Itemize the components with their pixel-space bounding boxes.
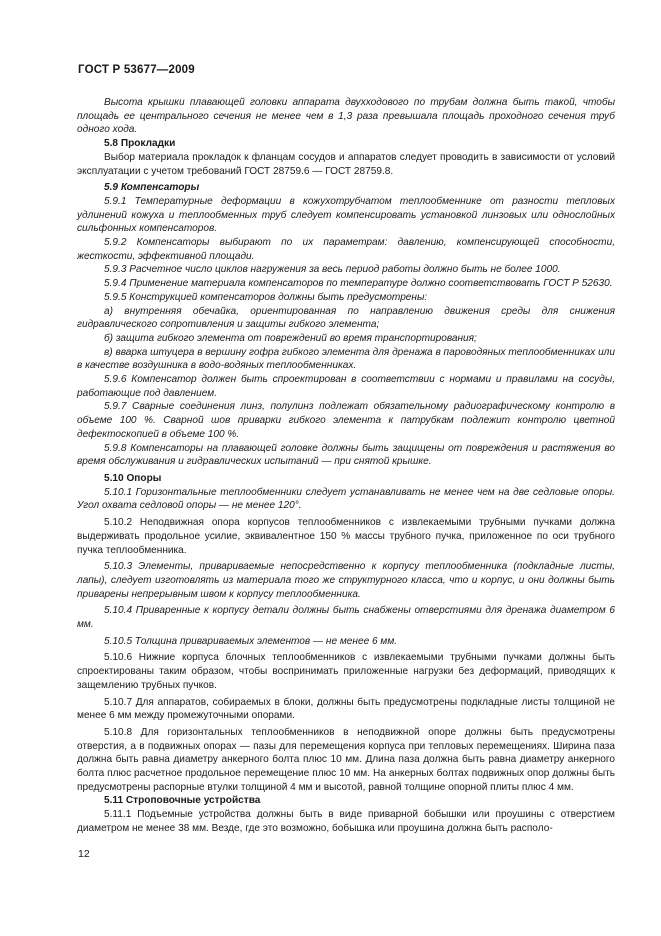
list-item: б) защита гибкого элемента от повреждений во время транспортирования; — [104, 332, 477, 344]
paragraph: 5.9.6 Компенсатор должен быть спроектирован в соответствии с нормами и правилами на сосуды, работающие под давлением. — [77, 374, 615, 399]
paragraph: Выбор материала прокладок к фланцам сосудов и аппаратов следует проводить в зависимости от условий эксплуатации с учетом требований ГОСТ 28759.6 — ГОСТ 28759.8. — [77, 151, 615, 177]
paragraph: 5.9.3 Расчетное число циклов нагружения за весь период работы должно быть не более 1000. — [104, 264, 561, 276]
paragraph: 5.10.2 Неподвижная опора корпусов теплообменников с извлекаемыми трубными пучками должна выдерживать продольное усилие, эквивалентное 150 % массы трубного пучка, приложенное по оси трубного пучка теплообменника. — [77, 517, 615, 556]
page-number: 12 — [78, 848, 90, 860]
list-item: а) внутренняя обечайка, ориентированная по направлению движения среды для снижения гидравлического сопротивления и защиты гибкого элемента; — [77, 305, 615, 331]
paragraph: 5.10.6 Нижние корпуса блочных теплообменников с извлекаемыми трубными пучками должны быть спроектированы таким образом, чтобы воспринимать приложенные нагрузки без деформаций, приводящих к защемлению трубных пучков. — [77, 652, 615, 691]
paragraph: 5.10.4 Приваренные к корпусу детали должны быть снабжены отверстиями для дренажа диаметром 6 мм. — [77, 605, 615, 631]
paragraph: 5.10.8 Для горизонтальных теплообменников в неподвижной опоре должны быть предусмотрены отверстия, а в подвижных опорах — пазы для перемещения корпуса при тепловых перемещениях. Ширина паза должна быть равна диаметру анкерного болта плюс 10 мм. Длина паза должна быть равна диаметру анкерного болта плюс расчетное продольное перемещение плюс 10 мм. На анкерных болтах подвижных опор должны быть предусмотрены распорные втулки толщиной 4 мм и высотой, равной толщине опорной плиты плюс 4 мм. — [77, 726, 615, 793]
paragraph: 5.9.8 Компенсаторы на плавающей головке должны быть защищены от повреждения и растяжения во время обслуживания и гидравлических испытаний — при снятой крышке. — [77, 442, 615, 468]
list-item: в) вварка штуцера в вершину гофра гибкого элемента для дренажа в пароводяных теплообменниках или в качестве воздушника в водо-водяных теплообменниках. — [77, 346, 615, 372]
section-heading: 5.9 Компенсаторы — [104, 182, 200, 194]
paragraph: 5.10.7 Для аппаратов, собираемых в блоки, должны быть предусмотрены подкладные листы толщиной не менее 6 мм между промежуточными опорами. — [77, 696, 615, 722]
paragraph: 5.9.1 Температурные деформации в кожухотрубчатом теплообменнике от разности тепловых удлинений кожуха и теплообменных труб следует компенсировать установкой линзовых или однослойных сильфонных компенсаторов. — [77, 195, 615, 235]
paragraph: 5.10.3 Элементы, привариваемые непосредственно к корпусу теплообменника (подкладные листы, лапы), следует изготовлять из материала того же структурного класса, что и корпус, и они должны быть приварены непрерывным швом к корпусу теплообменника. — [77, 561, 615, 600]
section-heading: 5.10 Опоры — [104, 472, 162, 484]
section-heading: 5.8 Прокладки — [104, 138, 176, 150]
paragraph: Высота крышки плавающей головки аппарата двухходового по трубам должна быть такой, чтобы площадь ее центрального сечения не менее чем в 1,3 раза превышала площадь проходного сечения труб одного хода. — [77, 97, 615, 136]
paragraph: 5.10.1 Горизонтальные теплообменники следует устанавливать не менее чем на две седловые опоры. Угол охвата седловой опоры — не менее 120°. — [77, 486, 615, 512]
document-body — [77, 96, 615, 836]
paragraph: 5.9.5 Конструкцией компенсаторов должны быть предусмотрены: — [104, 291, 428, 303]
paragraph: 5.9.4 Применение материала компенсаторов по температуре должно соответствовать ГОСТ Р 52630. — [104, 278, 613, 290]
section-heading: 5.11 Строповочные устройства — [104, 795, 261, 807]
paragraph: 5.9.7 Сварные соединения линз, полулинз подлежат обязательному радиографическому контролю в объеме 100 %. Сварной шов приварки гибкого элемента к патрубкам подлежит контролю цветной дефектоскопией в объеме 100 %. — [77, 401, 615, 440]
paragraph: 5.10.5 Толщина привариваемых элементов — не менее 6 мм. — [104, 635, 398, 647]
paragraph: 5.11.1 Подъемные устройства должны быть в виде приварной бобышки или проушины с отверстием диаметром не менее 38 мм. Везде, где это возможно, бобышка или проушина должна быть располо- — [77, 809, 615, 834]
paragraph: 5.9.2 Компенсаторы выбирают по их параметрам: давлению, компенсирующей способности, жесткости, эффективной площади. — [77, 237, 615, 262]
page-header: ГОСТ Р 53677—2009 — [78, 64, 195, 76]
